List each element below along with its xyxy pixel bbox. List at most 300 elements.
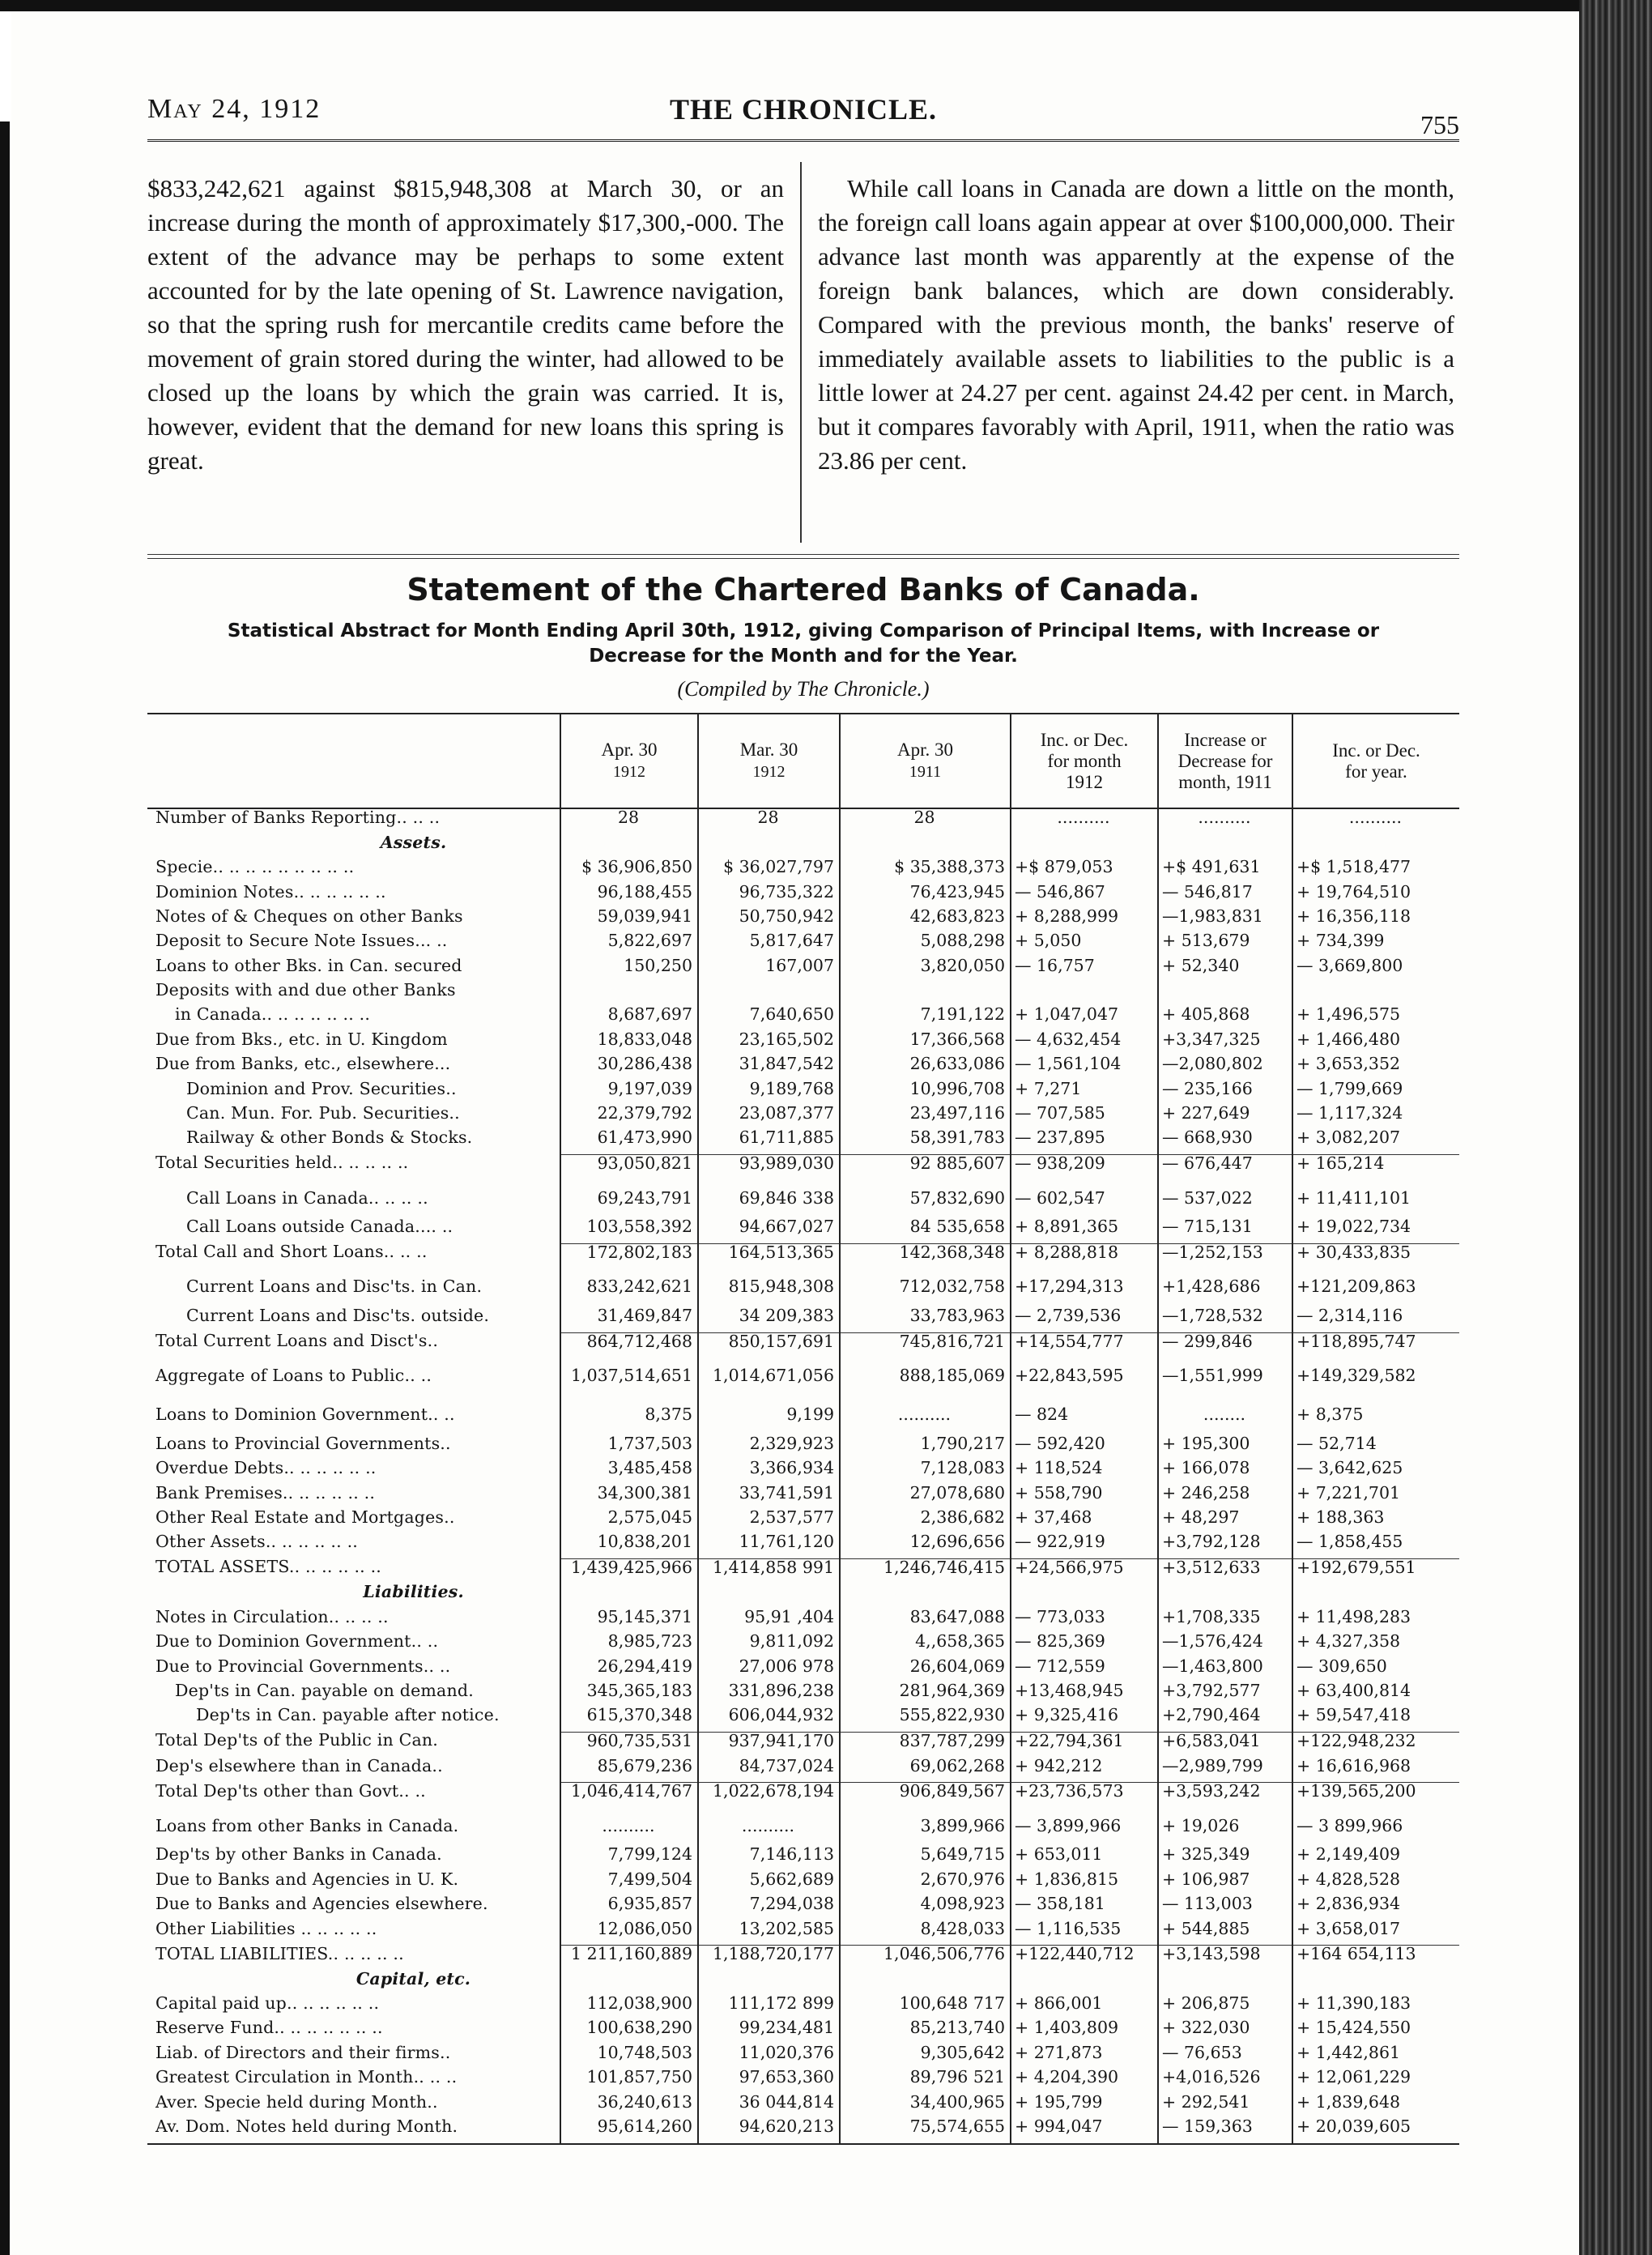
change-cell: — 922,919 [1011, 1533, 1158, 1558]
change-cell: + 942,212 [1011, 1758, 1158, 1783]
table-row [147, 808, 1459, 834]
value-cell: 69,846 338 [698, 1180, 840, 1219]
value-cell [840, 1584, 1011, 1608]
table-row [147, 884, 1459, 908]
value-cell: 142,368,348 [840, 1243, 1011, 1268]
value-cell: 8,375 [560, 1396, 698, 1435]
value-cell: 1,737,503 [560, 1435, 698, 1460]
row-label: Notes in Circulation.. .. .. .. [155, 1608, 389, 1626]
change-cell: + 227,649 [1158, 1105, 1292, 1129]
change-cell: + 48,297 [1158, 1509, 1292, 1533]
table-row [147, 1533, 1459, 1558]
table-row [147, 1609, 1459, 1633]
change-cell: + 11,411,101 [1292, 1180, 1459, 1219]
change-cell: + 118,524 [1011, 1460, 1158, 1484]
change-cell: + 4,327,358 [1292, 1633, 1459, 1657]
value-cell: 23,087,377 [698, 1105, 840, 1129]
change-cell: — 4,632,454 [1011, 1031, 1158, 1055]
change-cell [1011, 982, 1158, 1006]
row-label: TOTAL LIABILITIES.. .. .. .. .. [155, 1945, 404, 1963]
change-cell: +22,843,595 [1011, 1358, 1158, 1396]
row-label: Liab. of Directors and their firms.. [155, 2044, 451, 2062]
value-cell: 61,473,990 [560, 1129, 698, 1154]
change-cell: — 676,447 [1158, 1154, 1292, 1179]
row-label: Call Loans outside Canada.... .. [186, 1218, 453, 1237]
row-label: Overdue Debts.. .. .. .. .. .. [155, 1460, 377, 1478]
row-label: Bank Premises.. .. .. .. .. .. [155, 1484, 376, 1503]
change-cell: +192,679,551 [1292, 1558, 1459, 1584]
value-cell: 11,761,120 [698, 1533, 840, 1558]
change-cell: +$ 1,518,477 [1292, 859, 1459, 883]
value-cell: 555,822,930 [840, 1707, 1011, 1732]
change-cell: — 358,181 [1011, 1895, 1158, 1920]
table-row [147, 1846, 1459, 1870]
table-row [147, 982, 1459, 1006]
change-cell: +118,895,747 [1292, 1332, 1459, 1358]
row-label: Call Loans in Canada.. .. .. .. [186, 1187, 428, 1208]
value-cell: 10,748,503 [560, 2044, 698, 2069]
value-cell [560, 982, 698, 1006]
column-header-line: 1911 [909, 763, 942, 781]
row-label: Due from Banks, etc., elsewhere... [155, 1055, 451, 1074]
value-cell: 36 044,814 [698, 2094, 840, 2118]
column-header [1158, 714, 1292, 808]
row-label: Total Call and Short Loans.. .. .. [155, 1243, 428, 1262]
book-binding-edge [1579, 0, 1652, 2255]
change-cell: + 1,047,047 [1011, 1006, 1158, 1030]
change-cell: + 19,026 [1158, 1808, 1292, 1847]
article-right-column [818, 172, 1454, 528]
value-cell: 5,817,647 [698, 932, 840, 957]
change-cell: — 3 899,966 [1292, 1808, 1459, 1847]
change-cell: + 19,764,510 [1292, 884, 1459, 908]
change-cell: +3,143,598 [1158, 1946, 1292, 1971]
change-cell: +$ 491,631 [1158, 859, 1292, 883]
row-label: Due to Provincial Governments.. .. [155, 1657, 451, 1676]
statement-title: Statement of the Chartered Banks of Canada. [407, 572, 1200, 607]
change-cell: — 707,585 [1011, 1105, 1158, 1129]
value-cell: 1,014,671,056 [698, 1358, 840, 1396]
change-cell: — 1,116,535 [1011, 1920, 1158, 1946]
change-cell: +139,565,200 [1292, 1783, 1459, 1808]
table-total-row [147, 1783, 1459, 1808]
compiled-note: (Compiled by The Chronicle.) [677, 677, 930, 701]
value-cell: 34 209,383 [698, 1307, 840, 1332]
change-cell: — 938,209 [1011, 1154, 1158, 1179]
value-cell: 26,294,419 [560, 1658, 698, 1682]
table-total-row [147, 1243, 1459, 1268]
value-cell: 150,250 [560, 957, 698, 982]
change-cell: — 52,714 [1292, 1435, 1459, 1460]
change-cell: + 1,442,861 [1292, 2044, 1459, 2069]
table-row [147, 1055, 1459, 1080]
change-cell: + 4,828,528 [1292, 1871, 1459, 1895]
change-cell: +14,554,777 [1011, 1332, 1158, 1358]
table-row [147, 2069, 1459, 2093]
scan-top-edge [0, 0, 1652, 11]
change-cell: + 16,616,968 [1292, 1758, 1459, 1783]
row-label: Notes of & Cheques on other Banks [155, 907, 463, 926]
row-label: Total Securities held.. .. .. .. .. [155, 1154, 409, 1173]
value-cell: 7,799,124 [560, 1846, 698, 1870]
value-cell [840, 982, 1011, 1006]
change-cell: — 237,895 [1011, 1129, 1158, 1154]
value-cell: 34,400,965 [840, 2094, 1011, 2118]
change-cell: — 309,650 [1292, 1658, 1459, 1682]
table-body [147, 808, 1459, 2144]
row-label: Loans to other Bks. in Can. secured [155, 957, 462, 975]
change-cell: — 715,131 [1158, 1218, 1292, 1243]
value-cell: 1,037,514,651 [560, 1358, 698, 1396]
change-cell [1158, 834, 1292, 859]
change-cell: + 8,891,365 [1011, 1218, 1158, 1243]
value-cell: 4,098,923 [840, 1895, 1011, 1920]
change-cell: +122,948,232 [1292, 1732, 1459, 1757]
value-cell: 33,741,591 [698, 1485, 840, 1509]
value-cell: 906,849,567 [840, 1783, 1011, 1808]
column-header-line: Inc. or Dec. [1040, 729, 1129, 750]
change-cell: — 668,930 [1158, 1129, 1292, 1154]
change-cell: + 322,030 [1158, 2019, 1292, 2044]
value-cell: 50,750,942 [698, 908, 840, 932]
change-cell: +3,792,577 [1158, 1682, 1292, 1707]
row-label: Dominion and Prov. Securities.. [186, 1080, 457, 1098]
change-cell [1158, 1584, 1292, 1608]
value-cell: 26,633,086 [840, 1055, 1011, 1080]
value-cell: 17,366,568 [840, 1031, 1011, 1055]
value-cell [840, 834, 1011, 859]
row-label: Due from Bks., etc. in U. Kingdom [155, 1030, 448, 1049]
value-cell: 93,989,030 [698, 1154, 840, 1179]
table-row [147, 1808, 1459, 1847]
change-cell: +24,566,975 [1011, 1558, 1158, 1584]
change-cell: — 16,757 [1011, 957, 1158, 982]
value-cell: 30,286,438 [560, 1055, 698, 1080]
change-cell: +3,347,325 [1158, 1031, 1292, 1055]
change-cell: +3,512,633 [1158, 1558, 1292, 1584]
change-cell [1011, 834, 1158, 859]
value-cell: 745,816,721 [840, 1332, 1011, 1358]
value-cell: 3,485,458 [560, 1460, 698, 1484]
row-label: Loans to Provincial Governments.. [155, 1434, 451, 1453]
value-cell: 103,558,392 [560, 1218, 698, 1243]
change-cell: + 4,204,390 [1011, 2069, 1158, 2093]
change-cell: —1,463,800 [1158, 1658, 1292, 1682]
table-row [147, 1031, 1459, 1055]
value-cell: 31,469,847 [560, 1307, 698, 1332]
row-label: Current Loans and Disc'ts. outside. [186, 1307, 490, 1326]
change-cell: —2,989,799 [1158, 1758, 1292, 1783]
article-left-column [147, 172, 784, 528]
change-cell: — 1,561,104 [1011, 1055, 1158, 1080]
change-cell: —1,576,424 [1158, 1633, 1292, 1657]
value-cell: .......... [840, 1396, 1011, 1435]
value-cell: 27,006 978 [698, 1658, 840, 1682]
change-cell: .......... [1158, 808, 1292, 834]
row-label: Can. Mun. For. Pub. Securities.. [186, 1104, 460, 1123]
value-cell: 815,948,308 [698, 1268, 840, 1307]
table-row [147, 932, 1459, 957]
change-cell: ........ [1158, 1396, 1292, 1435]
change-cell: + 994,047 [1011, 2118, 1158, 2144]
table-total-row [147, 1558, 1459, 1584]
row-label: TOTAL ASSETS.. .. .. .. .. .. [155, 1558, 382, 1577]
value-cell: 331,896,238 [698, 1682, 840, 1707]
change-cell: — 2,739,536 [1011, 1307, 1158, 1332]
value-cell: 1,046,506,776 [840, 1946, 1011, 1971]
value-cell: 94,667,027 [698, 1218, 840, 1243]
value-cell: 58,391,783 [840, 1129, 1011, 1154]
change-cell [1292, 1584, 1459, 1608]
value-cell: $ 35,388,373 [840, 859, 1011, 883]
column-header-line: 1912 [1066, 771, 1103, 792]
change-cell: — 773,033 [1011, 1609, 1158, 1633]
table-row [147, 1435, 1459, 1460]
value-cell: 864,712,468 [560, 1332, 698, 1358]
change-cell: — 537,022 [1158, 1180, 1292, 1219]
value-cell: 5,088,298 [840, 932, 1011, 957]
value-cell: 172,802,183 [560, 1243, 698, 1268]
row-label: in Canada.. .. .. .. .. .. .. [175, 1006, 371, 1025]
value-cell: 28 [698, 808, 840, 834]
value-cell: 3,366,934 [698, 1460, 840, 1484]
change-cell [1158, 1971, 1292, 1995]
column-header-line: Apr. 30 [601, 740, 658, 760]
column-header [147, 714, 560, 808]
value-cell [560, 1584, 698, 1608]
change-cell: + 12,061,229 [1292, 2069, 1459, 2093]
change-cell: + 1,839,648 [1292, 2094, 1459, 2118]
change-cell: — 3,669,800 [1292, 957, 1459, 982]
value-cell: 99,234,481 [698, 2019, 840, 2044]
value-cell: 1,246,746,415 [840, 1558, 1011, 1584]
change-cell: +22,794,361 [1011, 1732, 1158, 1757]
change-cell: +6,583,041 [1158, 1732, 1292, 1757]
value-cell: 7,640,650 [698, 1006, 840, 1030]
change-cell: + 52,340 [1158, 957, 1292, 982]
change-cell: — 712,559 [1011, 1658, 1158, 1682]
table-row [147, 2118, 1459, 2144]
change-cell: — 824 [1011, 1396, 1158, 1435]
statement-table [147, 713, 1459, 2145]
row-label: Number of Banks Reporting.. .. .. [155, 808, 441, 827]
row-label: Loans from other Banks in Canada. [155, 1815, 459, 1835]
table-row [147, 1509, 1459, 1533]
table-row [147, 1707, 1459, 1732]
value-cell: 61,711,885 [698, 1129, 840, 1154]
value-cell: 850,157,691 [698, 1332, 840, 1358]
change-cell: + 1,403,809 [1011, 2019, 1158, 2044]
change-cell: + 11,498,283 [1292, 1609, 1459, 1633]
value-cell: 84 535,658 [840, 1218, 1011, 1243]
change-cell: +1,708,335 [1158, 1609, 1292, 1633]
table-row [147, 1006, 1459, 1030]
table-row [147, 1105, 1459, 1129]
value-cell: 101,857,750 [560, 2069, 698, 2093]
change-cell: — 1,858,455 [1292, 1533, 1459, 1558]
table-row [147, 2019, 1459, 2044]
row-label: Due to Banks and Agencies in U. K. [155, 1870, 459, 1889]
value-cell: 33,783,963 [840, 1307, 1011, 1332]
row-label: Total Dep'ts of the Public in Can. [155, 1732, 439, 1750]
change-cell: + 866,001 [1011, 1995, 1158, 2019]
value-cell: 96,188,455 [560, 884, 698, 908]
header-rule [147, 139, 1459, 144]
value-cell: 10,996,708 [840, 1081, 1011, 1105]
row-label: Other Liabilities .. .. .. .. .. [155, 1920, 377, 1938]
value-cell: 606,044,932 [698, 1707, 840, 1732]
row-label: Due to Dominion Government.. .. [155, 1633, 439, 1652]
change-cell: — 3,642,625 [1292, 1460, 1459, 1484]
change-cell: +13,468,945 [1011, 1682, 1158, 1707]
table-row [147, 2044, 1459, 2069]
value-cell: 96,735,322 [698, 884, 840, 908]
table-row [147, 1180, 1459, 1219]
value-cell: $ 36,027,797 [698, 859, 840, 883]
value-cell: 281,964,369 [840, 1682, 1011, 1707]
value-cell [698, 982, 840, 1006]
change-cell: + 3,658,017 [1292, 1920, 1459, 1946]
change-cell: + 9,325,416 [1011, 1707, 1158, 1732]
table-total-row [147, 1732, 1459, 1757]
value-cell: 9,189,768 [698, 1081, 840, 1105]
table-row [147, 1396, 1459, 1435]
column-header-line: for year. [1345, 761, 1407, 782]
value-cell: 27,078,680 [840, 1485, 1011, 1509]
value-cell: 5,662,689 [698, 1871, 840, 1895]
value-cell: 3,820,050 [840, 957, 1011, 982]
value-cell: 11,020,376 [698, 2044, 840, 2069]
value-cell: 13,202,585 [698, 1920, 840, 1946]
value-cell: 2,670,976 [840, 1871, 1011, 1895]
value-cell: 888,185,069 [840, 1358, 1011, 1396]
value-cell: 615,370,348 [560, 1707, 698, 1732]
value-cell: 8,428,033 [840, 1920, 1011, 1946]
row-label: Reserve Fund.. .. .. .. .. .. .. [155, 2019, 383, 2038]
column-header [698, 714, 840, 808]
change-cell: —1,252,153 [1158, 1243, 1292, 1268]
value-cell: 2,537,577 [698, 1509, 840, 1533]
value-cell: 23,497,116 [840, 1105, 1011, 1129]
table-row [147, 1920, 1459, 1946]
value-cell [698, 834, 840, 859]
value-cell: 937,941,170 [698, 1732, 840, 1757]
column-header-line: 1912 [613, 763, 645, 781]
value-cell [840, 1971, 1011, 1995]
table-row [147, 1633, 1459, 1657]
row-label: Dominion Notes.. .. .. .. .. .. [155, 883, 386, 902]
table-total-row [147, 1332, 1459, 1358]
change-cell: + 5,050 [1011, 932, 1158, 957]
change-cell: + 63,400,814 [1292, 1682, 1459, 1707]
value-cell: .......... [698, 1808, 840, 1847]
change-cell: + 1,466,480 [1292, 1031, 1459, 1055]
value-cell: .......... [560, 1808, 698, 1847]
change-cell: + 3,653,352 [1292, 1055, 1459, 1080]
change-cell: + 59,547,418 [1292, 1707, 1459, 1732]
change-cell: + 513,679 [1158, 932, 1292, 957]
change-cell: +121,209,863 [1292, 1268, 1459, 1307]
change-cell: + 8,288,818 [1011, 1243, 1158, 1268]
value-cell: 7,128,083 [840, 1460, 1011, 1484]
change-cell: +23,736,573 [1011, 1783, 1158, 1808]
table-row [147, 1871, 1459, 1895]
statement-subtitle: Statistical Abstract for Month Ending April 30th, 1912, giving Comparison of Principal Items, with Increase or Decrease for the Month and for the Year. [227, 620, 1380, 667]
table-row [147, 1485, 1459, 1509]
row-label: Capital paid up.. .. .. .. .. .. [155, 1995, 380, 2014]
change-cell: + 7,271 [1011, 1081, 1158, 1105]
change-cell: +3,792,128 [1158, 1533, 1292, 1558]
table-row [147, 1358, 1459, 1396]
change-cell: + 195,300 [1158, 1435, 1292, 1460]
change-cell: + 1,496,575 [1292, 1006, 1459, 1030]
change-cell: + 16,356,118 [1292, 908, 1459, 932]
value-cell: 712,032,758 [840, 1268, 1011, 1307]
value-cell: 34,300,381 [560, 1485, 698, 1509]
value-cell: $ 36,906,850 [560, 859, 698, 883]
change-cell: +3,593,242 [1158, 1783, 1292, 1808]
table-row [147, 1268, 1459, 1307]
change-cell: + 3,082,207 [1292, 1129, 1459, 1154]
change-cell: +1,428,686 [1158, 1268, 1292, 1307]
change-cell: +149,329,582 [1292, 1358, 1459, 1396]
change-cell: — 159,363 [1158, 2118, 1292, 2144]
value-cell [560, 834, 698, 859]
value-cell: 4,,658,365 [840, 1633, 1011, 1657]
change-cell: — 2,314,116 [1292, 1307, 1459, 1332]
change-cell: + 325,349 [1158, 1846, 1292, 1870]
column-header-line: Apr. 30 [897, 740, 953, 760]
column-header-line: Increase or [1184, 729, 1267, 750]
change-cell: —1,983,831 [1158, 908, 1292, 932]
value-cell: 9,197,039 [560, 1081, 698, 1105]
value-cell: 10,838,201 [560, 1533, 698, 1558]
change-cell [1292, 982, 1459, 1006]
change-cell: — 602,547 [1011, 1180, 1158, 1219]
value-cell: 112,038,900 [560, 1995, 698, 2019]
table-row [147, 859, 1459, 883]
change-cell: + 271,873 [1011, 2044, 1158, 2069]
section-rule [147, 554, 1459, 559]
statement-title-block [147, 567, 1459, 701]
row-label: Loans to Dominion Government.. .. [155, 1405, 455, 1425]
table-row [147, 1895, 1459, 1920]
column-header-line: for month [1047, 750, 1122, 771]
column-header-line: month, 1911 [1178, 771, 1272, 792]
value-cell: 94,620,213 [698, 2118, 840, 2144]
value-cell: 69,243,791 [560, 1180, 698, 1219]
change-cell: + 653,011 [1011, 1846, 1158, 1870]
value-cell: 9,811,092 [698, 1633, 840, 1657]
value-cell: 12,086,050 [560, 1920, 698, 1946]
value-cell: 95,145,371 [560, 1609, 698, 1633]
value-cell: 9,305,642 [840, 2044, 1011, 2069]
column-header [1011, 714, 1158, 808]
column-header-line: Decrease for [1177, 750, 1273, 771]
page-number: 755 [1420, 110, 1459, 139]
value-cell: 97,653,360 [698, 2069, 840, 2093]
change-cell: —1,728,532 [1158, 1307, 1292, 1332]
table-subheading-row [147, 1971, 1459, 1995]
value-cell: 59,039,941 [560, 908, 698, 932]
value-cell: 42,683,823 [840, 908, 1011, 932]
row-label: Assets. [380, 833, 447, 852]
value-cell: 95,91 ,404 [698, 1609, 840, 1633]
column-divider [800, 162, 802, 543]
row-label: Dep'ts in Can. payable on demand. [175, 1682, 474, 1700]
value-cell: 69,062,268 [840, 1758, 1011, 1783]
change-cell: + 405,868 [1158, 1006, 1292, 1030]
